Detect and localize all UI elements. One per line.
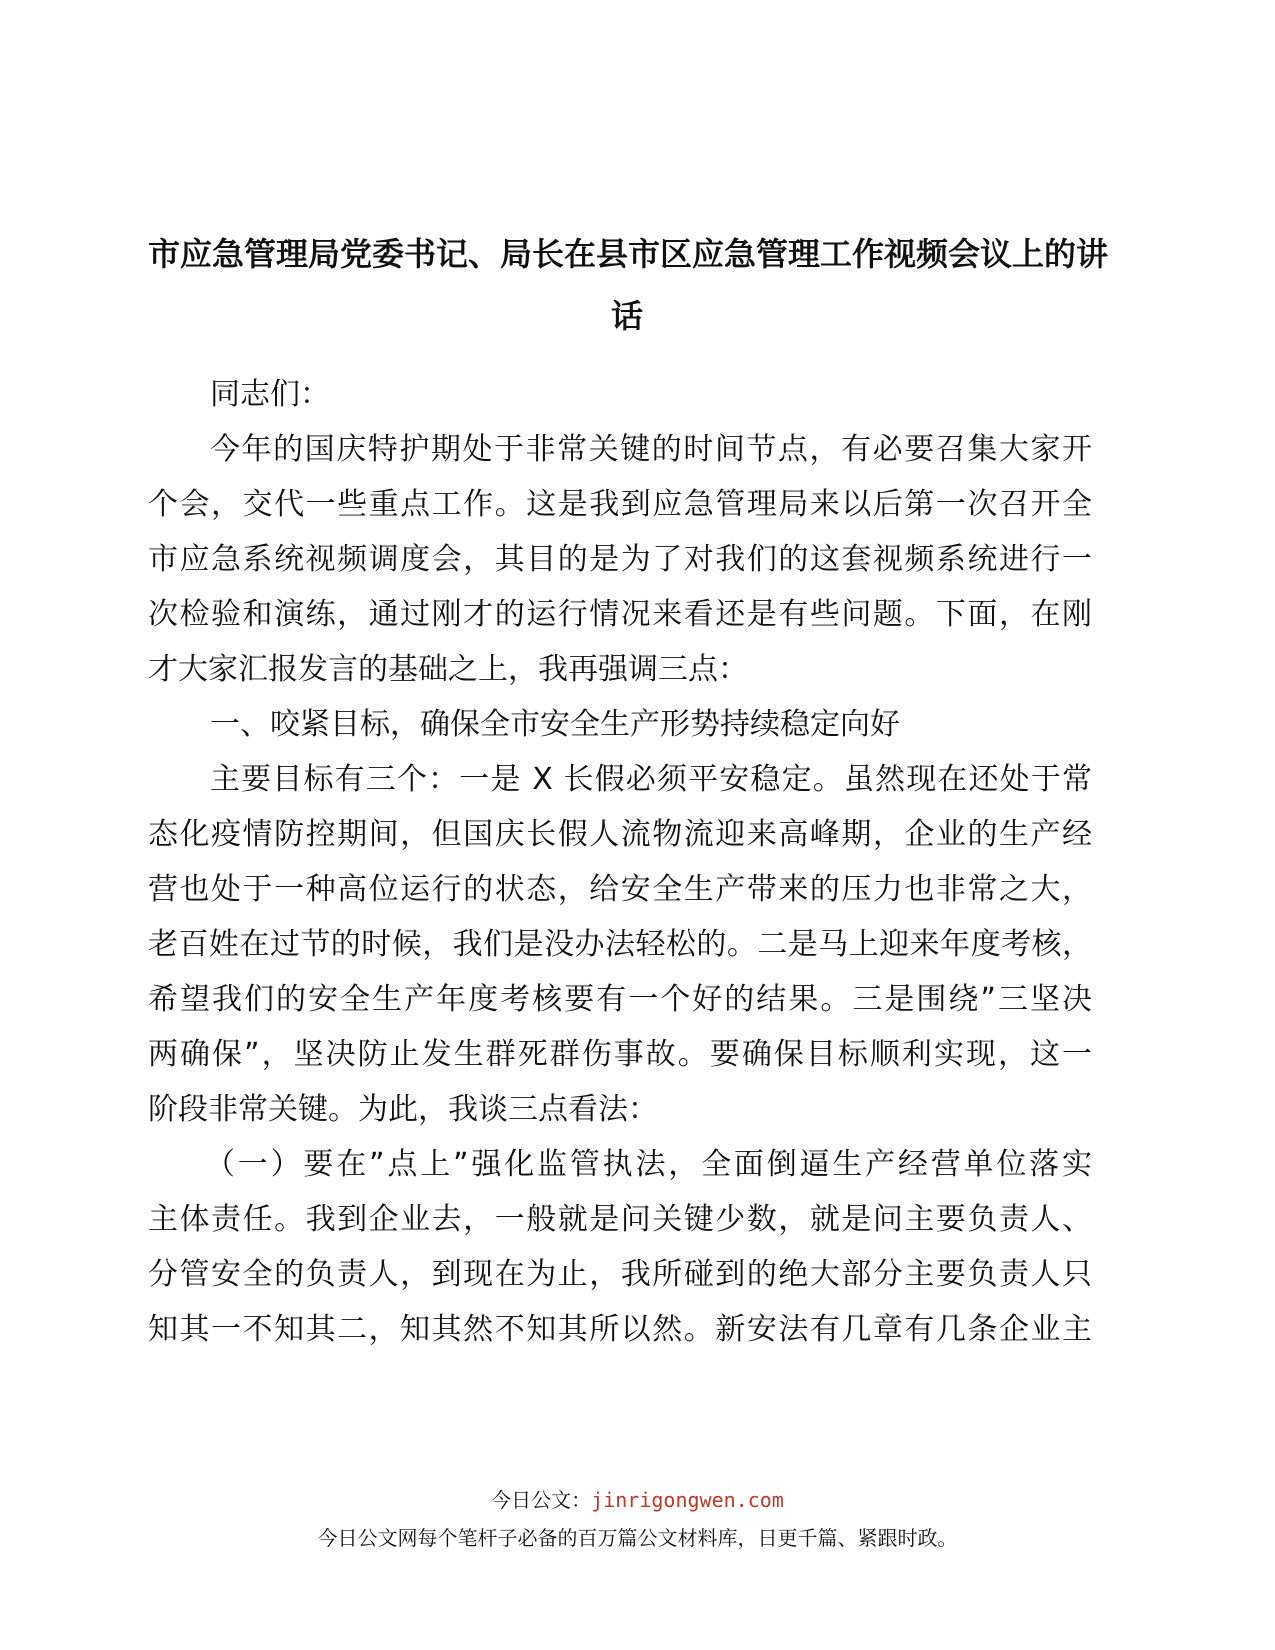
footer-tagline: 今日公文网每个笔杆子必备的百万篇公文材料库，日更千篇、紧跟时政。 bbox=[317, 1526, 958, 1550]
document-title-continued: 话 bbox=[610, 297, 643, 335]
body-line: 今年的国庆特护期处于非常关键的时间节点，有必要召集大家开 bbox=[210, 432, 1092, 467]
body-line: 态化疫情防控期间，但国庆长假人流物流迎来高峰期，企业的生产经 bbox=[148, 817, 1092, 852]
body-line: 主体责任。我到企业去，一般就是问关键少数，就是问主要负责人、 bbox=[148, 1202, 1092, 1237]
salutation-line: 同志们： bbox=[210, 377, 330, 412]
body-line: 次检验和演练，通过刚才的运行情况来看还是有些问题。下面，在刚 bbox=[148, 597, 1092, 632]
body-line: 分管安全的负责人，到现在为止，我所碰到的绝大部分主要负责人只 bbox=[148, 1257, 1092, 1292]
body-line: 阶段非常关键。为此，我谈三点看法： bbox=[148, 1092, 658, 1127]
body-line: 个会，交代一些重点工作。这是我到应急管理局来以后第一次召开全 bbox=[148, 487, 1092, 522]
body-line: 才大家汇报发言的基础之上，我再强调三点： bbox=[148, 652, 748, 687]
body-line: 希望我们的安全生产年度考核要有一个好的结果。三是围绕”三坚决 bbox=[148, 982, 1092, 1017]
body-line: 主要目标有三个：一是 X 长假必须平安稳定。虽然现在还处于常 bbox=[210, 762, 1092, 797]
footer-url-link[interactable]: jinrigongwen.com bbox=[591, 1488, 784, 1512]
body-line: 营也处于一种高位运行的状态，给安全生产带来的压力也非常之大， bbox=[148, 872, 1092, 907]
footer-source bbox=[0, 1489, 1275, 1511]
document-title: 市应急管理局党委书记、局长在县市区应急管理工作视频会议上的讲 bbox=[148, 235, 1109, 273]
footer-label: 今日公文： bbox=[491, 1488, 592, 1512]
body-line: 两确保”，坚决防止发生群死群伤事故。要确保目标顺利实现，这一 bbox=[148, 1037, 1092, 1072]
body-line: 知其一不知其二，知其然不知其所以然。新安法有几章有几条企业主 bbox=[148, 1312, 1092, 1347]
section-heading: 一、咬紧目标，确保全市安全生产形势持续稳定向好 bbox=[210, 707, 900, 742]
body-line: 老百姓在过节的时候，我们是没办法轻松的。二是马上迎来年度考核， bbox=[148, 927, 1092, 962]
body-line: 市应急系统视频调度会，其目的是为了对我们的这套视频系统进行一 bbox=[148, 542, 1092, 577]
subsection-line: （一）要在”点上”强化监管执法，全面倒逼生产经营单位落实 bbox=[205, 1147, 1092, 1182]
